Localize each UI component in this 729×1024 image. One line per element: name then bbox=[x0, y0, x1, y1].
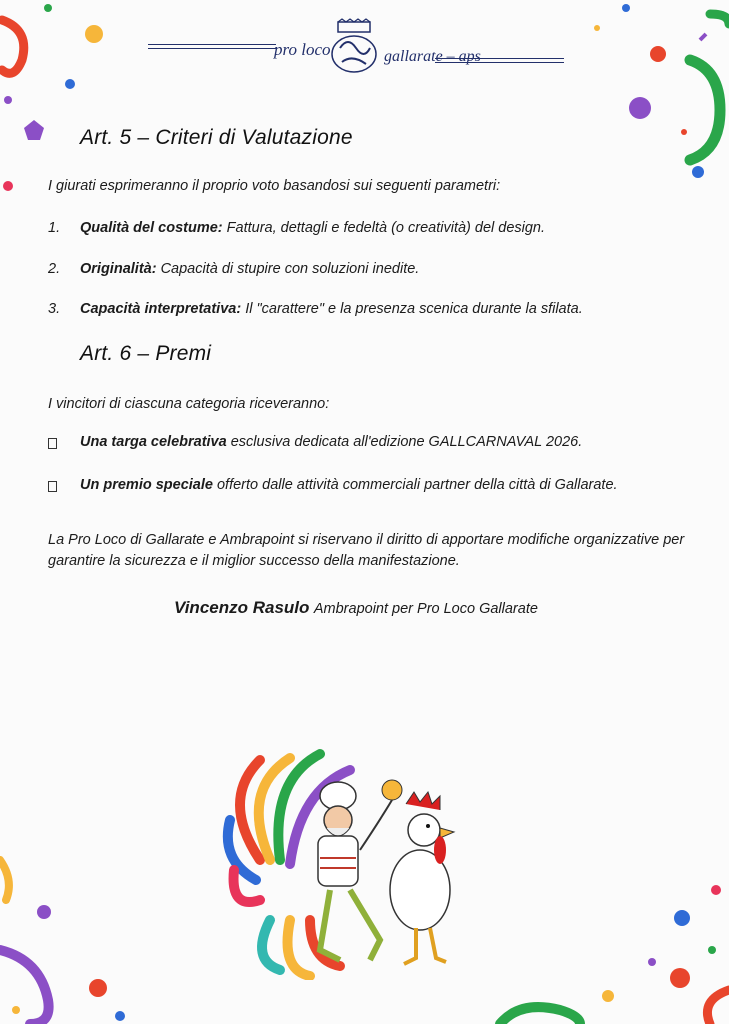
art5-title: Art. 5 – Criteri di Valutazione bbox=[80, 126, 353, 149]
art5-item-2-label: Originalità: bbox=[80, 261, 157, 277]
closing-paragraph: La Pro Loco di Gallarate e Ambrapoint si riservano il diritto di apportare modifiche organizzative per garantire la sicurezza e il miglior successo della manifestazione. bbox=[48, 531, 685, 569]
art6-intro: I vincitori di ciascuna categoria riceveranno: bbox=[48, 396, 330, 412]
art5-item-3-label: Capacità interpretativa: bbox=[80, 301, 242, 317]
art6-item-2-label: Un premio speciale bbox=[80, 477, 213, 493]
carnival-rooster-chef-illustration-icon bbox=[220, 740, 480, 980]
crown-shield-emblem-icon bbox=[324, 18, 384, 74]
signature-role: Ambrapoint per Pro Loco Gallarate bbox=[313, 601, 538, 617]
art5-item-3-text: Il "carattere" e la presenza scenica durante la sfilata. bbox=[241, 301, 583, 317]
art5-item-1-number: 1. bbox=[48, 220, 61, 236]
art6-item-1-label: Una targa celebrativa bbox=[80, 434, 227, 450]
bullet-box-icon bbox=[48, 438, 57, 449]
header-right-text: gallarate – aps bbox=[384, 48, 481, 65]
header-logo bbox=[148, 18, 564, 74]
art6-item-2-text: offerto dalle attività commerciali partner della città di Gallarate. bbox=[212, 477, 618, 493]
art5-item-3-number: 3. bbox=[48, 301, 61, 317]
signature bbox=[174, 598, 538, 618]
art5-item-2 bbox=[80, 261, 419, 277]
art5-item-1 bbox=[80, 220, 545, 236]
art5-item-3 bbox=[80, 301, 583, 317]
art6-title: Art. 6 – Premi bbox=[80, 342, 212, 365]
art5-item-1-label: Qualità del costume: bbox=[80, 220, 223, 236]
art5-item-2-number: 2. bbox=[48, 261, 61, 277]
header-left-text: pro loco bbox=[274, 40, 331, 59]
art6-item-1-text: esclusiva dedicata all'edizione GALLCARNAVAL 2026. bbox=[226, 434, 583, 450]
art5-item-1-text: Fattura, dettagli e fedeltà (o creatività) del design. bbox=[222, 220, 546, 236]
art5-intro: I giurati esprimeranno il proprio voto basandosi sui seguenti parametri: bbox=[48, 178, 501, 194]
art6-item-1 bbox=[80, 434, 582, 450]
signature-name: Vincenzo Rasulo bbox=[174, 598, 310, 617]
bullet-box-icon bbox=[48, 481, 57, 492]
art5-item-2-text: Capacità di stupire con soluzioni inedite. bbox=[156, 261, 420, 277]
art6-item-2 bbox=[80, 477, 618, 493]
